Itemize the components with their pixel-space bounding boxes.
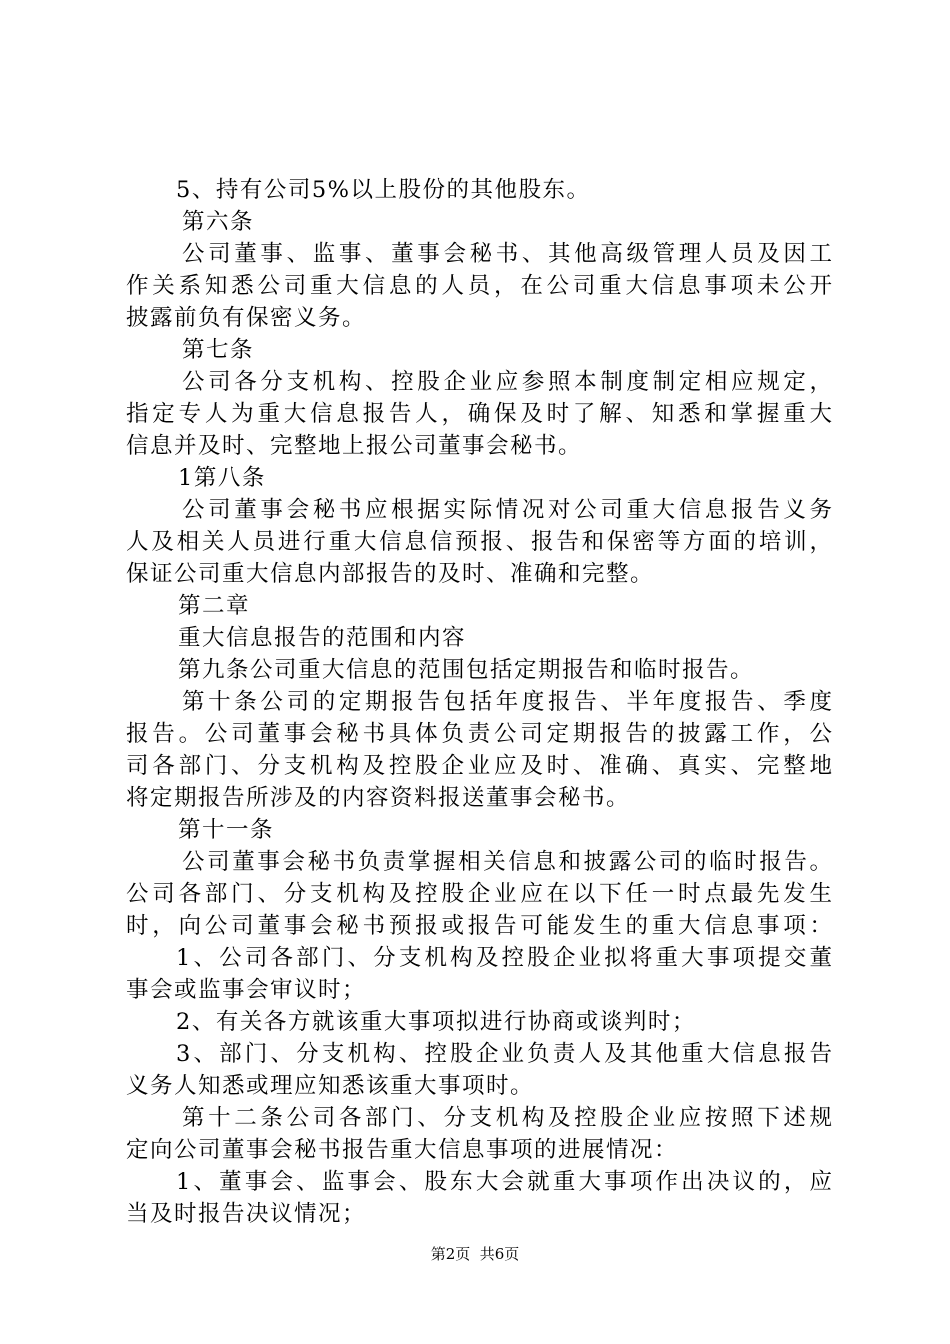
text-line: 事会或监事会审议时； [126, 977, 367, 1003]
text-line: 1、董事会、监事会、股东大会就重大事项作出决议的，应 [176, 1169, 832, 1195]
text-line: 信息并及时、完整地上报公司董事会秘书。 [126, 433, 583, 459]
text-line: 将定期报告所涉及的内容资料报送董事会秘书。 [126, 785, 631, 811]
text-line: 第十一条 [178, 817, 275, 843]
text-line: 5、持有公司5%以上股份的其他股东。 [176, 177, 591, 203]
text-line: 当及时报告决议情况； [126, 1201, 367, 1227]
text-line: 第十条公司的定期报告包括年度报告、半年度报告、季度 [182, 689, 832, 715]
text-line: 第七条 [182, 337, 255, 363]
text-line: 人及相关人员进行重大信息信预报、报告和保密等方面的培训， [126, 529, 832, 555]
chapter-heading: 第二章 [178, 593, 251, 619]
text-line: 第九条公司重大信息的范围包括定期报告和临时报告。 [178, 657, 755, 683]
text-line: 3、部门、分支机构、控股企业负责人及其他重大信息报告 [176, 1041, 832, 1067]
chapter-title: 重大信息报告的范围和内容 [178, 625, 467, 651]
text-line: 时，向公司董事会秘书预报或报告可能发生的重大信息事项： [126, 913, 832, 939]
text-line: 保证公司重大信息内部报告的及时、准确和完整。 [126, 561, 655, 587]
text-line: 公司董事会秘书应根据实际情况对公司重大信息报告义务 [182, 497, 832, 523]
text-line: 报告。公司董事会秘书具体负责公司定期报告的披露工作，公 [126, 721, 832, 747]
text-line: 公司各分支机构、控股企业应参照本制度制定相应规定， [182, 369, 832, 395]
text-line: 第十二条公司各部门、分支机构及控股企业应按照下述规 [182, 1105, 832, 1131]
text-line: 作关系知悉公司重大信息的人员，在公司重大信息事项未公开 [126, 273, 832, 299]
text-line: 定向公司董事会秘书报告重大信息事项的进展情况： [126, 1137, 679, 1163]
text-line: 公司董事会秘书负责掌握相关信息和披露公司的临时报告。 [182, 849, 832, 875]
text-line: 公司各部门、分支机构及控股企业应在以下任一时点最先发生 [126, 881, 832, 907]
text-line: 第六条 [182, 209, 255, 235]
text-line: 义务人知悉或理应知悉该重大事项时。 [126, 1073, 535, 1099]
text-line: 指定专人为重大信息报告人，确保及时了解、知悉和掌握重大 [126, 401, 832, 427]
text-line: 披露前负有保密义务。 [126, 305, 367, 331]
text-line: 1、公司各部门、分支机构及控股企业拟将重大事项提交董 [176, 945, 832, 971]
text-line: 公司董事、监事、董事会秘书、其他高级管理人员及因工 [182, 241, 832, 267]
page-footer: 第2页 共6页 [430, 1245, 520, 1263]
text-line: 司各部门、分支机构及控股企业应及时、准确、真实、完整地 [126, 753, 832, 779]
text-line: 2、有关各方就该重大事项拟进行协商或谈判时； [176, 1009, 696, 1035]
text-line: 1第八条 [178, 465, 266, 491]
